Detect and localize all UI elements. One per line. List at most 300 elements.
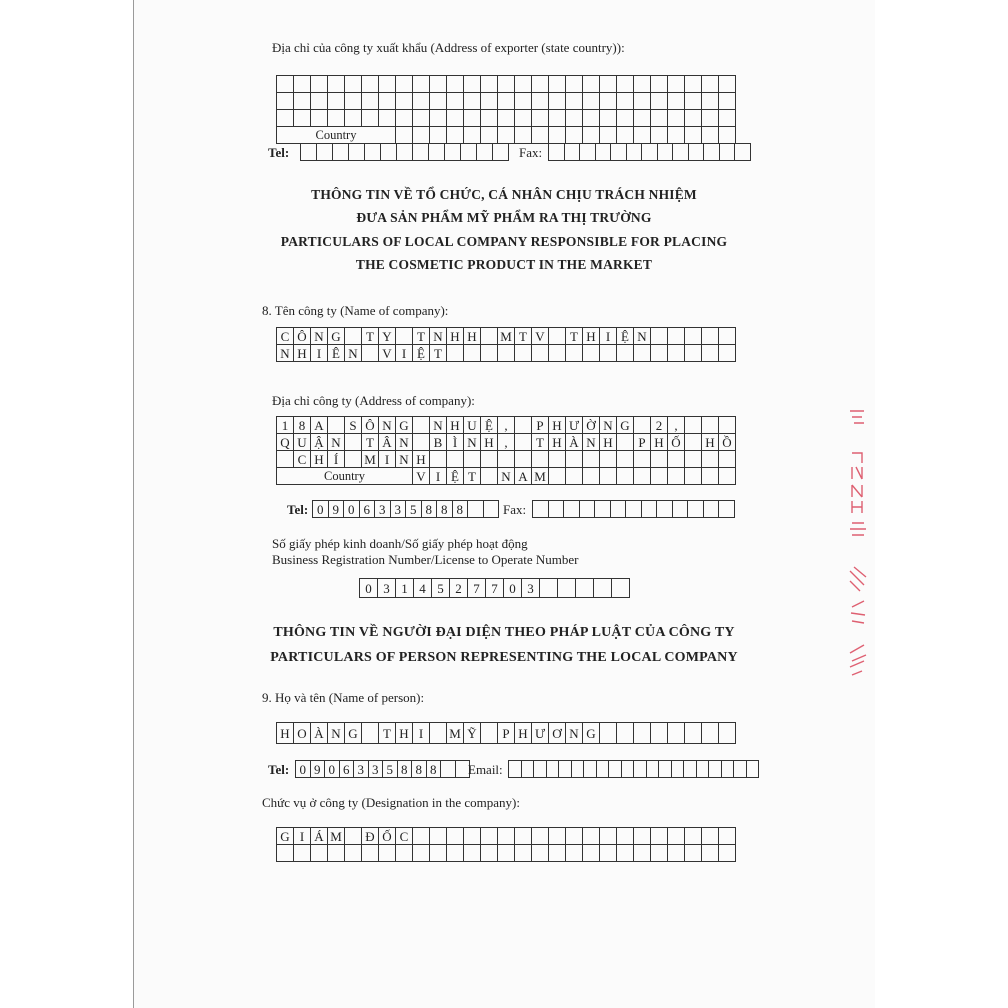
grid-cell[interactable]: H — [294, 345, 311, 362]
grid-cell[interactable]: T — [566, 328, 583, 345]
grid-cell[interactable] — [498, 93, 515, 110]
grid-cell[interactable] — [668, 76, 685, 93]
grid-cell[interactable] — [702, 328, 719, 345]
grid-cell[interactable] — [634, 417, 651, 434]
grid-cell[interactable] — [396, 127, 413, 144]
grid-cell[interactable]: 2 — [450, 579, 468, 598]
grid-cell[interactable]: 7 — [468, 579, 486, 598]
grid-cell[interactable]: 8 — [397, 761, 412, 778]
grid-cell[interactable] — [617, 76, 634, 93]
grid-cell[interactable] — [549, 76, 566, 93]
grid-cell[interactable] — [621, 761, 634, 778]
grid-cell[interactable]: N — [600, 417, 617, 434]
grid-cell[interactable] — [685, 417, 702, 434]
grid-cell[interactable] — [566, 845, 583, 862]
grid-cell[interactable] — [634, 828, 651, 845]
grid-cell[interactable]: I — [430, 468, 447, 485]
grid-cell[interactable] — [379, 93, 396, 110]
grid-cell[interactable]: M — [532, 468, 549, 485]
grid-cell[interactable]: C — [396, 828, 413, 845]
grid-cell[interactable]: 0 — [296, 761, 311, 778]
grid-cell[interactable] — [294, 110, 311, 127]
grid-cell[interactable]: B — [430, 434, 447, 451]
grid-cell[interactable]: H — [583, 328, 600, 345]
grid-cell[interactable]: I — [413, 723, 430, 744]
grid-cell[interactable]: 9 — [310, 761, 325, 778]
grid-cell[interactable]: Ê — [328, 345, 345, 362]
exporter-fax-grid[interactable] — [548, 143, 751, 161]
grid-cell[interactable] — [464, 76, 481, 93]
grid-cell[interactable]: G — [617, 417, 634, 434]
grid-cell[interactable]: Ô — [294, 328, 311, 345]
grid-cell[interactable] — [634, 345, 651, 362]
grid-cell[interactable]: P — [634, 434, 651, 451]
grid-cell[interactable] — [566, 76, 583, 93]
grid-cell[interactable]: 2 — [651, 417, 668, 434]
grid-cell[interactable] — [583, 451, 600, 468]
grid-cell[interactable] — [617, 345, 634, 362]
grid-cell[interactable] — [600, 76, 617, 93]
grid-cell[interactable] — [583, 828, 600, 845]
grid-cell[interactable]: À — [311, 723, 328, 744]
grid-cell[interactable]: U — [464, 417, 481, 434]
grid-cell[interactable] — [549, 144, 565, 161]
grid-cell[interactable]: M — [498, 328, 515, 345]
grid-cell[interactable] — [345, 828, 362, 845]
grid-cell[interactable]: Ệ — [481, 417, 498, 434]
grid-cell[interactable] — [515, 828, 532, 845]
grid-cell[interactable]: H — [600, 434, 617, 451]
grid-cell[interactable] — [583, 93, 600, 110]
grid-cell[interactable]: Ồ — [719, 434, 736, 451]
grid-cell[interactable] — [651, 93, 668, 110]
grid-cell[interactable] — [532, 110, 549, 127]
grid-cell[interactable] — [498, 828, 515, 845]
grid-cell[interactable]: 3 — [354, 761, 369, 778]
grid-cell[interactable]: M — [447, 723, 464, 744]
grid-cell[interactable] — [566, 468, 583, 485]
grid-cell[interactable] — [702, 723, 719, 744]
grid-cell[interactable] — [734, 761, 747, 778]
grid-cell[interactable] — [646, 761, 659, 778]
grid-cell[interactable]: 5 — [383, 761, 398, 778]
grid-cell[interactable] — [301, 144, 317, 161]
grid-cell[interactable] — [709, 761, 722, 778]
grid-cell[interactable]: I — [294, 828, 311, 845]
grid-cell[interactable] — [668, 328, 685, 345]
grid-cell[interactable] — [481, 345, 498, 362]
grid-cell[interactable] — [362, 845, 379, 862]
grid-cell[interactable] — [362, 345, 379, 362]
grid-cell[interactable] — [532, 451, 549, 468]
grid-cell[interactable] — [651, 828, 668, 845]
grid-cell[interactable]: N — [430, 328, 447, 345]
grid-cell[interactable] — [564, 144, 580, 161]
grid-cell[interactable] — [685, 345, 702, 362]
grid-cell[interactable]: P — [498, 723, 515, 744]
grid-cell[interactable]: N — [277, 345, 294, 362]
grid-cell[interactable]: Ờ — [583, 417, 600, 434]
grid-cell[interactable]: Ư — [566, 417, 583, 434]
grid-cell[interactable]: N — [328, 434, 345, 451]
grid-cell[interactable]: I — [311, 345, 328, 362]
grid-cell[interactable] — [277, 110, 294, 127]
grid-cell[interactable] — [626, 501, 642, 518]
grid-cell[interactable] — [702, 468, 719, 485]
grid-cell[interactable] — [277, 76, 294, 93]
grid-cell[interactable] — [464, 127, 481, 144]
grid-cell[interactable]: I — [379, 451, 396, 468]
grid-cell[interactable]: Ệ — [617, 328, 634, 345]
grid-cell[interactable] — [430, 76, 447, 93]
grid-cell[interactable]: 5 — [406, 501, 422, 518]
grid-cell[interactable]: 9 — [328, 501, 344, 518]
grid-cell[interactable] — [532, 845, 549, 862]
designation-grid[interactable] — [276, 827, 736, 862]
grid-cell[interactable] — [571, 761, 584, 778]
grid-cell[interactable] — [702, 345, 719, 362]
grid-cell[interactable] — [634, 468, 651, 485]
grid-cell[interactable] — [413, 434, 430, 451]
grid-cell[interactable]: N — [634, 328, 651, 345]
grid-cell[interactable] — [498, 127, 515, 144]
grid-cell[interactable] — [564, 501, 580, 518]
grid-cell[interactable] — [583, 468, 600, 485]
grid-cell[interactable] — [549, 328, 566, 345]
grid-cell[interactable] — [668, 845, 685, 862]
grid-cell[interactable]: T — [362, 434, 379, 451]
grid-cell[interactable] — [600, 723, 617, 744]
grid-cell[interactable] — [294, 845, 311, 862]
grid-cell[interactable] — [719, 501, 735, 518]
grid-cell[interactable]: G — [345, 723, 362, 744]
grid-cell[interactable] — [583, 345, 600, 362]
grid-cell[interactable]: Ì — [447, 434, 464, 451]
grid-cell[interactable] — [515, 127, 532, 144]
grid-cell[interactable]: P — [532, 417, 549, 434]
grid-cell[interactable] — [549, 110, 566, 127]
grid-cell[interactable]: 0 — [344, 501, 360, 518]
grid-cell[interactable] — [430, 723, 447, 744]
grid-cell[interactable] — [294, 76, 311, 93]
grid-cell[interactable]: Á — [311, 828, 328, 845]
grid-cell[interactable]: 6 — [339, 761, 354, 778]
grid-cell[interactable] — [685, 468, 702, 485]
grid-cell[interactable] — [672, 501, 688, 518]
grid-cell[interactable] — [430, 451, 447, 468]
grid-cell[interactable]: C — [277, 328, 294, 345]
grid-cell[interactable] — [333, 144, 349, 161]
grid-cell[interactable] — [447, 127, 464, 144]
grid-cell[interactable]: N — [464, 434, 481, 451]
grid-cell[interactable] — [668, 110, 685, 127]
grid-cell[interactable] — [430, 127, 447, 144]
grid-cell[interactable]: 8 — [421, 501, 437, 518]
grid-cell[interactable]: 8 — [426, 761, 441, 778]
grid-cell[interactable] — [379, 845, 396, 862]
grid-cell[interactable]: À — [566, 434, 583, 451]
grid-cell[interactable]: 3 — [378, 579, 396, 598]
grid-cell[interactable] — [651, 451, 668, 468]
grid-cell[interactable] — [477, 144, 493, 161]
grid-cell[interactable]: I — [396, 345, 413, 362]
grid-cell[interactable] — [617, 93, 634, 110]
grid-cell[interactable] — [617, 845, 634, 862]
grid-cell[interactable] — [549, 845, 566, 862]
grid-cell[interactable] — [413, 127, 430, 144]
grid-cell[interactable] — [549, 468, 566, 485]
grid-cell[interactable] — [413, 110, 430, 127]
grid-cell[interactable] — [447, 345, 464, 362]
grid-cell[interactable] — [430, 845, 447, 862]
grid-cell[interactable] — [362, 723, 379, 744]
grid-cell[interactable] — [362, 110, 379, 127]
grid-cell[interactable] — [464, 451, 481, 468]
grid-cell[interactable] — [379, 76, 396, 93]
grid-cell[interactable] — [702, 110, 719, 127]
grid-cell[interactable] — [735, 144, 751, 161]
grid-cell[interactable] — [559, 761, 572, 778]
grid-cell[interactable] — [413, 144, 429, 161]
grid-cell[interactable]: M — [328, 828, 345, 845]
grid-cell[interactable] — [464, 828, 481, 845]
grid-cell[interactable] — [651, 845, 668, 862]
grid-cell[interactable] — [617, 127, 634, 144]
grid-cell[interactable] — [612, 579, 630, 598]
grid-cell[interactable] — [549, 127, 566, 144]
grid-cell[interactable] — [345, 451, 362, 468]
grid-cell[interactable] — [532, 76, 549, 93]
grid-cell[interactable] — [311, 76, 328, 93]
grid-cell[interactable] — [703, 501, 719, 518]
grid-cell[interactable]: N — [430, 417, 447, 434]
grid-cell[interactable]: N — [396, 451, 413, 468]
grid-cell[interactable] — [719, 110, 736, 127]
grid-cell[interactable] — [668, 468, 685, 485]
grid-cell[interactable] — [447, 110, 464, 127]
grid-cell[interactable] — [684, 761, 697, 778]
grid-cell[interactable] — [746, 761, 759, 778]
grid-cell[interactable]: N — [396, 434, 413, 451]
grid-cell[interactable] — [685, 451, 702, 468]
grid-cell[interactable] — [600, 468, 617, 485]
grid-cell[interactable] — [668, 451, 685, 468]
grid-cell[interactable] — [719, 144, 735, 161]
grid-cell[interactable] — [381, 144, 397, 161]
grid-cell[interactable] — [277, 845, 294, 862]
grid-cell[interactable]: T — [430, 345, 447, 362]
grid-cell[interactable] — [430, 110, 447, 127]
grid-cell[interactable] — [719, 828, 736, 845]
grid-cell[interactable]: Ư — [532, 723, 549, 744]
grid-cell[interactable]: H — [447, 328, 464, 345]
grid-cell[interactable]: H — [481, 434, 498, 451]
grid-cell[interactable] — [580, 144, 596, 161]
grid-cell[interactable] — [515, 845, 532, 862]
grid-cell[interactable] — [546, 761, 559, 778]
grid-cell[interactable] — [515, 345, 532, 362]
grid-cell[interactable]: H — [277, 723, 294, 744]
grid-cell[interactable] — [498, 110, 515, 127]
grid-cell[interactable]: Đ — [362, 828, 379, 845]
grid-cell[interactable] — [447, 76, 464, 93]
license-number-grid[interactable] — [359, 578, 630, 598]
grid-cell[interactable]: , — [668, 417, 685, 434]
grid-cell[interactable] — [447, 845, 464, 862]
grid-cell[interactable] — [671, 761, 684, 778]
grid-cell[interactable] — [600, 127, 617, 144]
grid-cell[interactable] — [481, 127, 498, 144]
grid-cell[interactable] — [328, 110, 345, 127]
grid-cell[interactable] — [685, 723, 702, 744]
grid-cell[interactable] — [328, 417, 345, 434]
grid-cell[interactable]: T — [362, 328, 379, 345]
grid-cell[interactable]: G — [396, 417, 413, 434]
grid-cell[interactable] — [685, 845, 702, 862]
grid-cell[interactable] — [447, 93, 464, 110]
grid-cell[interactable] — [685, 76, 702, 93]
grid-cell[interactable] — [688, 144, 704, 161]
grid-cell[interactable] — [626, 144, 642, 161]
grid-cell[interactable] — [685, 434, 702, 451]
grid-cell[interactable] — [481, 828, 498, 845]
grid-cell[interactable] — [583, 127, 600, 144]
grid-cell[interactable]: 1 — [277, 417, 294, 434]
grid-cell[interactable] — [461, 144, 477, 161]
grid-cell[interactable] — [617, 110, 634, 127]
grid-cell[interactable] — [642, 144, 658, 161]
person-name-grid[interactable] — [276, 722, 736, 744]
grid-cell[interactable]: M — [362, 451, 379, 468]
grid-cell[interactable] — [702, 845, 719, 862]
grid-cell[interactable] — [702, 451, 719, 468]
grid-cell[interactable]: V — [532, 328, 549, 345]
grid-cell[interactable] — [651, 723, 668, 744]
grid-cell[interactable] — [396, 328, 413, 345]
grid-cell[interactable] — [532, 93, 549, 110]
grid-cell[interactable] — [634, 93, 651, 110]
grid-cell[interactable] — [493, 144, 509, 161]
grid-cell[interactable] — [702, 417, 719, 434]
grid-cell[interactable] — [651, 328, 668, 345]
grid-cell[interactable] — [719, 76, 736, 93]
grid-cell[interactable]: Ệ — [413, 345, 430, 362]
grid-cell[interactable] — [311, 93, 328, 110]
grid-cell[interactable] — [447, 451, 464, 468]
grid-cell[interactable] — [413, 828, 430, 845]
grid-cell[interactable] — [345, 93, 362, 110]
grid-cell[interactable]: Ỹ — [464, 723, 481, 744]
grid-cell[interactable] — [702, 127, 719, 144]
grid-cell[interactable]: Ố — [668, 434, 685, 451]
grid-cell[interactable]: Ệ — [447, 468, 464, 485]
grid-cell[interactable] — [311, 110, 328, 127]
grid-cell[interactable] — [277, 451, 294, 468]
grid-cell[interactable]: 4 — [414, 579, 432, 598]
grid-cell[interactable] — [345, 845, 362, 862]
grid-cell[interactable] — [600, 93, 617, 110]
grid-cell[interactable]: 8 — [412, 761, 427, 778]
grid-cell[interactable]: H — [702, 434, 719, 451]
person-email-grid[interactable] — [508, 760, 759, 778]
grid-cell[interactable]: N — [379, 417, 396, 434]
grid-cell[interactable] — [609, 761, 622, 778]
grid-cell[interactable] — [441, 761, 456, 778]
grid-cell[interactable] — [657, 501, 673, 518]
grid-cell[interactable] — [540, 579, 558, 598]
grid-cell[interactable] — [365, 144, 381, 161]
grid-cell[interactable] — [558, 579, 576, 598]
grid-cell[interactable] — [719, 328, 736, 345]
grid-cell[interactable] — [576, 579, 594, 598]
grid-cell[interactable]: H — [464, 328, 481, 345]
grid-cell[interactable] — [533, 501, 549, 518]
grid-cell[interactable]: 0 — [313, 501, 329, 518]
grid-cell[interactable] — [413, 76, 430, 93]
grid-cell[interactable] — [464, 93, 481, 110]
grid-cell[interactable] — [719, 127, 736, 144]
grid-cell[interactable]: G — [277, 828, 294, 845]
grid-cell[interactable]: 3 — [390, 501, 406, 518]
grid-cell[interactable] — [595, 144, 611, 161]
grid-cell[interactable] — [534, 761, 547, 778]
grid-cell[interactable] — [600, 451, 617, 468]
grid-cell[interactable] — [362, 93, 379, 110]
grid-cell[interactable]: 0 — [360, 579, 378, 598]
grid-cell[interactable]: Q — [277, 434, 294, 451]
grid-cell[interactable] — [685, 110, 702, 127]
grid-cell[interactable] — [634, 127, 651, 144]
grid-cell[interactable]: , — [498, 417, 515, 434]
grid-cell[interactable]: N — [345, 345, 362, 362]
grid-cell[interactable] — [515, 76, 532, 93]
grid-cell[interactable] — [719, 417, 736, 434]
grid-cell[interactable] — [413, 93, 430, 110]
grid-cell[interactable] — [668, 345, 685, 362]
grid-cell[interactable] — [651, 468, 668, 485]
grid-cell[interactable] — [481, 110, 498, 127]
grid-cell[interactable]: Y — [379, 328, 396, 345]
grid-cell[interactable]: , — [498, 434, 515, 451]
grid-cell[interactable]: N — [566, 723, 583, 744]
grid-cell[interactable] — [579, 501, 595, 518]
grid-cell[interactable]: V — [413, 468, 430, 485]
grid-cell[interactable] — [413, 417, 430, 434]
grid-cell[interactable] — [610, 501, 626, 518]
grid-cell[interactable]: H — [396, 723, 413, 744]
grid-cell[interactable] — [583, 845, 600, 862]
grid-cell[interactable] — [515, 417, 532, 434]
grid-cell[interactable] — [668, 828, 685, 845]
grid-cell[interactable] — [521, 761, 534, 778]
grid-cell[interactable] — [498, 845, 515, 862]
grid-cell[interactable]: T — [532, 434, 549, 451]
grid-cell[interactable] — [549, 345, 566, 362]
grid-cell[interactable] — [600, 110, 617, 127]
grid-cell[interactable] — [685, 93, 702, 110]
grid-cell[interactable] — [328, 845, 345, 862]
grid-cell[interactable]: U — [294, 434, 311, 451]
grid-cell[interactable]: N — [498, 468, 515, 485]
grid-cell[interactable] — [481, 93, 498, 110]
grid-cell[interactable]: 0 — [325, 761, 340, 778]
grid-cell[interactable] — [532, 828, 549, 845]
grid-cell[interactable] — [719, 345, 736, 362]
grid-cell[interactable]: N — [311, 328, 328, 345]
grid-cell[interactable]: T — [515, 328, 532, 345]
grid-cell[interactable]: 8 — [452, 501, 468, 518]
grid-cell[interactable]: Ô — [362, 417, 379, 434]
